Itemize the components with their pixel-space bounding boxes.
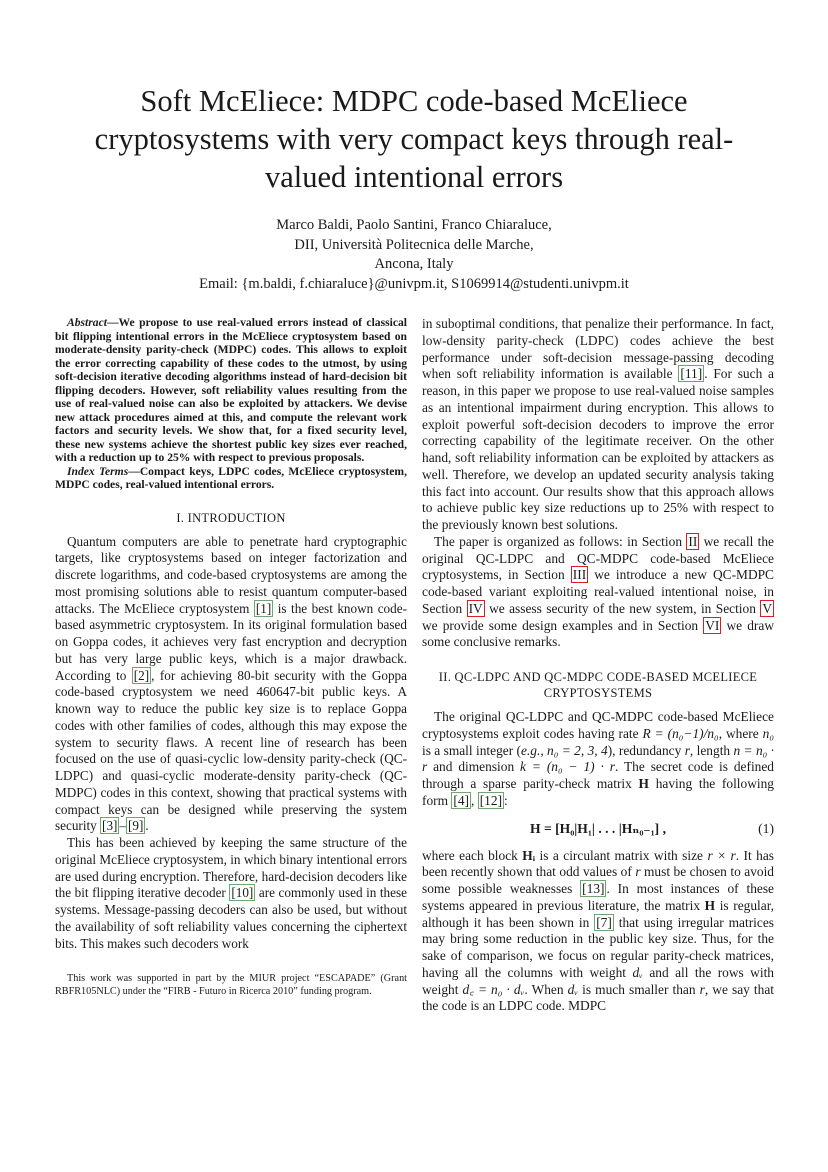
- citation-link[interactable]: [2]: [133, 667, 150, 683]
- section-link[interactable]: IV: [468, 600, 483, 616]
- section-link[interactable]: III: [572, 567, 587, 583]
- section-heading-introduction: I. INTRODUCTION: [176, 510, 286, 525]
- left-column: [55, 316, 407, 1008]
- paper-title: Soft McEliece: MDPC code-based McEliece cryptosystems with very compact keys through real-valued intentional errors: [94, 84, 734, 194]
- index-terms-label: Index Terms: [67, 464, 129, 478]
- section2-paragraph-1: The original QC-LDPC and QC-MDPC code-based McEliece cryptosystems exploit codes having rate R = (n₀−1)/n₀, where n₀ is a small integer (e.g., n₀ = 2, 3, 4), redundancy r, length n = n₀ · r and dimension k = (n₀ − 1) · r. The secret code is defined through a sparse parity-check matrix H having the following form [4] , [12] :: [422, 709, 775, 808]
- equation-1: [422, 818, 774, 840]
- citation-link[interactable]: [13]: [582, 881, 605, 896]
- section-heading-line-1: II. QC-LDPC AND QC-MDPC CODE-BASED MCELIECE: [438, 670, 758, 684]
- equation-body: H = [H₀|H₁| . . . |Hₙ₀₋₁] ,: [530, 820, 666, 836]
- intro-paragraph-continued: in suboptimal conditions, that penalize their performance. In fact, low-density parity-check (LDPC) codes achieve the best performance under soft-decision message-passing decoding when soft reliability information is available [11] . For such a reason, in this paper we propose to use real-valued noise samples as an intentional impairment during encryption. This allows to exploit powerful soft-decision decoders to improve the error correcting capability of the legitimate receiver. On the other hand, soft reliability information can be exploited by attackers as well. Therefore, we develop an updated security analysis taking this fact into account. Our results show that this approach allows to achieve public key size reductions up to 25% with respect to the previously known best solutions.: [422, 316, 774, 532]
- citation-link[interactable]: [1]: [255, 600, 272, 616]
- right-column: [422, 316, 774, 1015]
- author-block: [60, 216, 768, 294]
- section-link[interactable]: II: [688, 533, 698, 549]
- equation-number: (1): [758, 820, 774, 836]
- section2-paragraph-2: where each block Hᵢ is a circulant matrix with size r × r. It has been recently shown that odd values of r must be chosen to avoid some possible weaknesses [13] . In most instances of these systems appeared in previous literature, the matrix H is regular, although it has been shown in [7] that using irregular matrices may bring some reduction in the public key size. Thus, for the sake of comparison, we focus on regular parity-check matrices, having all the columns with weight dᵥ and all the rows with weight d꜀ = n₀ · dᵥ. When dᵥ is much smaller than r, we say that the code is an LDPC code. MDPC: [422, 847, 775, 1014]
- section-link[interactable]: V: [762, 600, 772, 616]
- organization-paragraph: The paper is organized as follows: in Section II we recall the original QC-LDPC and QC-MDPC code-based McEliece cryptosystems, in Section III we introduce a new QC-MDPC code-based variant exploiting real-valued intentional noise, in Section IV we assess security of the new system, in Section V we provide some design examples and in Section VI we draw some conclusive remarks.: [422, 533, 775, 650]
- section-link[interactable]: VI: [705, 617, 720, 633]
- citation-link[interactable]: [4]: [453, 792, 470, 808]
- abstract-text: —We propose to use real-valued errors instead of classical bit flipping intentional errors in the McEliece cryptosystem based on moderate-density parity-check (MDPC) codes. This allows to exploit the error correcting capability of these codes to the utmost, by using soft-decision iterative decoding algorithms instead of hard-decision bit flipping decoders. However, soft reliability values resulting from the use of real-valued noise can also be exploited by attackers. We devise new attack procedures aimed at this, and compute the relevant work factors and security levels. We show that, for a fixed security level, these new systems achieve the shortest public key sizes ever reached, with a reduction up to 25% with respect to previous proposals.: [55, 316, 407, 464]
- author-email: Email: {m.baldi, f.chiaraluce}@univpm.it, S1069914@studenti.univpm.it: [199, 275, 629, 292]
- section-heading-line-2: CRYPTOSYSTEMS: [543, 686, 653, 700]
- intro-paragraph-1: Quantum computers are able to penetrate hard cryptographic targets, like cryptosystems based on integer factorization and discrete logarithms, and code-based cryptosystems are among the most promising solutions able to resist quantum computer-based attacks. The McEliece cryptosystem [1] is the best known code-based asymmetric cryptosystem. In its original formulation based on Goppa codes, it achieves very fast encryption and decryption but has very large public keys, which is a major drawback. According to [2] , for achieving 80-bit security with the Goppa code-based cryptosystem we need 460647-bit public keys. A known way to reduce the public key size is to replace Goppa codes with other families of codes, although this may expose the system to security flaws. A recent line of research has been focused on the use of quasi-cyclic low-density parity-check (QC-LDPC) and quasi-cyclic moderate-density parity-check (QC-MDPC) codes in this context, showing that practical systems with compact keys can be designed while preserving the system security [3] – [9] .: [55, 533, 407, 834]
- abstract: [55, 316, 407, 492]
- section-heading-qc-ldpc: [422, 669, 774, 701]
- citation-link[interactable]: [10]: [231, 885, 254, 901]
- affiliation-line-2: Ancona, Italy: [374, 256, 454, 272]
- index-terms-text: —Compact keys, LDPC codes, McEliece cryptosystem, MDPC codes, real-valued intentional errors.: [55, 464, 407, 491]
- citation-link[interactable]: [7]: [596, 914, 612, 930]
- arxiv-identifier: [20, 355, 50, 815]
- citation-link[interactable]: [9]: [128, 818, 144, 834]
- citation-link[interactable]: [12]: [479, 792, 503, 808]
- author-names: Marco Baldi, Paolo Santini, Franco Chiaraluce,: [276, 217, 552, 233]
- abstract-label: Abstract: [67, 316, 107, 329]
- intro-paragraph-2: This has been achieved by keeping the same structure of the original McEliece cryptosystem, in which binary intentional errors are used during encryption. Therefore, hard-decision decoders like the bit flipping iterative decoder [10] are commonly used in these systems. Message-passing decoders can also be used, but without the availability of soft reliability values concerning the ciphertext bits. This makes such decoders work: [55, 835, 407, 951]
- citation-link[interactable]: [3]: [102, 818, 118, 834]
- affiliation-line-1: DII, Università Politecnica delle Marche,: [294, 236, 534, 253]
- footnote: This work was supported in part by the MIUR project “ESCAPADE” (Grant RBFR105NLC) under the “FIRB - Futuro in Ricerca 2010” funding program.: [55, 973, 407, 998]
- citation-link[interactable]: [11]: [680, 366, 703, 382]
